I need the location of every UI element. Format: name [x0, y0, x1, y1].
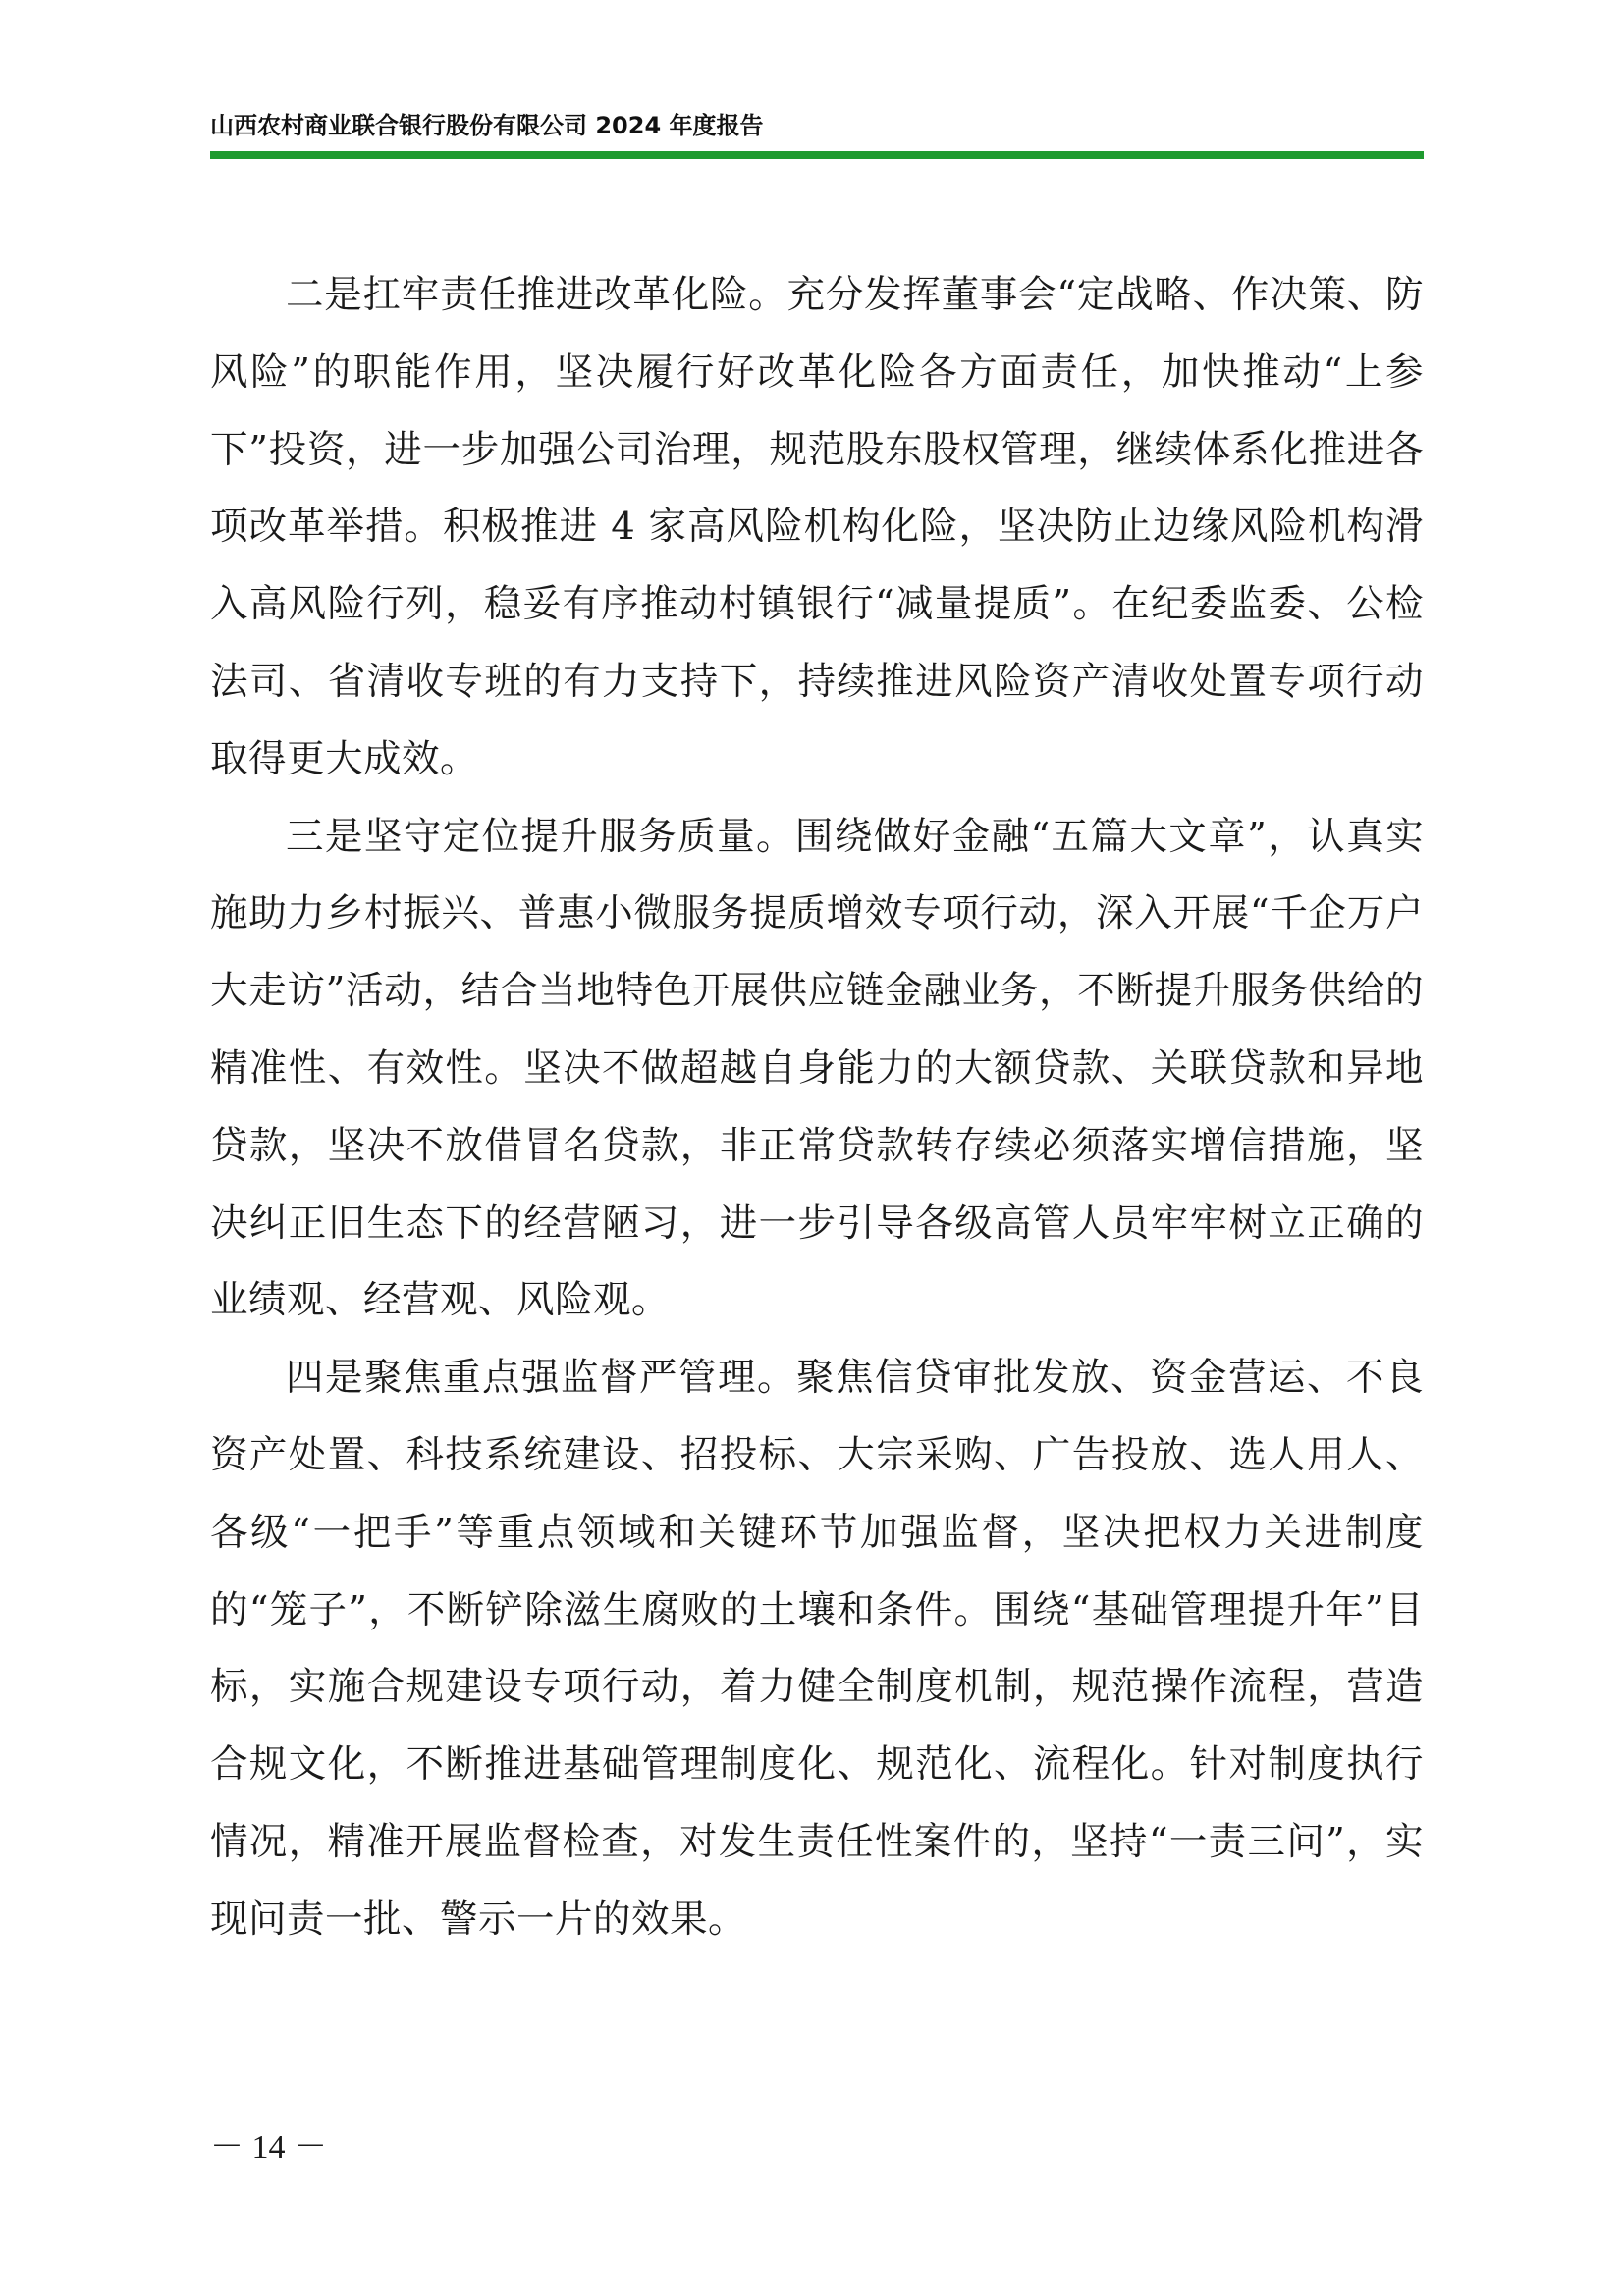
report-title: 山西农村商业联合银行股份有限公司 2024 年度报告: [210, 112, 764, 139]
paragraph-reform-risk: 二是扛牢责任推进改革化险。充分发挥董事会“定战略、作决策、防风险”的职能作用，坚决履行好改革化险各方面责任，加快推动“上参下”投资，进一步加强公司治理，规范股东股权管理，继续体系化推进各项改革举措。积极推进 4 家高风险机构化险，坚决防止边缘风险机构滑入高风险行列，稳妥有序推动村镇银行“减量提质”。在纪委监委、公检法司、省清收专班的有力支持下，持续推进风险资产清收处置专项行动取得更大成效。: [210, 273, 1424, 781]
paragraph-service-quality: 三是坚守定位提升服务质量。围绕做好金融“五篇大文章”，认真实施助力乡村振兴、普惠小微服务提质增效专项行动，深入开展“千企万户大走访”活动，结合当地特色开展供应链金融业务，不断提升服务供给的精准性、有效性。坚决不做超越自身能力的大额贷款、关联贷款和异地贷款，坚决不放借冒名贷款，非正常贷款转存续必须落实增信措施，坚决纠正旧生态下的经营陋习，进一步引导各级高管人员牢牢树立正确的业绩观、经营观、风险观。: [210, 814, 1424, 1323]
page-header: [210, 110, 1424, 159]
page-number: － 14 －: [210, 2129, 327, 2165]
paragraph-supervision: 四是聚焦重点强监督严管理。聚焦信贷审批发放、资金营运、不良资产处置、科技系统建设、招投标、大宗采购、广告投放、选人用人、各级“一把手”等重点领域和关键环节加强监督，坚决把权力关进制度的“笼子”，不断铲除滋生腐败的土壤和条件。围绕“基础管理提升年”目标，实施合规建设专项行动，着力健全制度机制，规范操作流程，营造合规文化，不断推进基础管理制度化、规范化、流程化。针对制度执行情况，精准开展监督检查，对发生责任性案件的，坚持“一责三问”，实现问责一批、警示一片的效果。: [210, 1356, 1424, 1942]
header-divider: [210, 151, 1424, 159]
body-text: [210, 257, 1424, 1959]
